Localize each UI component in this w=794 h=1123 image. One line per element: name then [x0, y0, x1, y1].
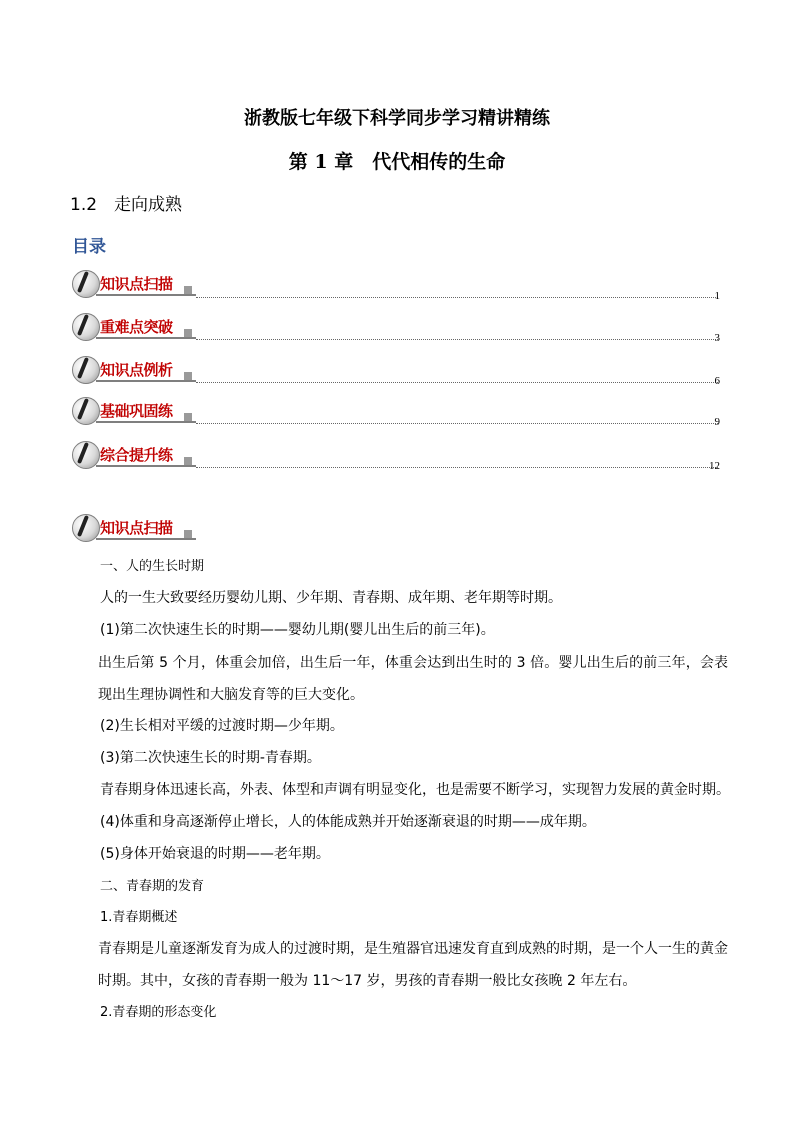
badge-square-icon: [184, 413, 192, 421]
toc-leader-dots: [196, 467, 718, 468]
toc-page-number: 1: [714, 290, 720, 302]
badge-square-icon: [184, 372, 192, 380]
badge-underline: [96, 294, 196, 296]
toc-page-number: 12: [709, 460, 720, 472]
paragraph: (5)身体开始衰退的时期——老年期。: [100, 846, 330, 862]
toc-leader-dots: [196, 297, 718, 298]
badge-square-icon: [184, 286, 192, 294]
badge-square-icon: [184, 329, 192, 337]
paragraph: (2)生长相对平缓的过渡时期—少年期。: [100, 718, 344, 734]
paragraph: (3)第二次快速生长的时期-青春期。: [100, 750, 321, 766]
toc-page-number: 6: [714, 375, 720, 387]
badge-underline: [96, 380, 196, 382]
section-badge-label: 知识点扫描: [100, 519, 173, 537]
toc-leader-dots: [196, 382, 718, 383]
paragraph: (1)第二次快速生长的时期——婴幼儿期(婴儿出生后的前三年)。: [100, 622, 495, 638]
toc-item-label: 基础巩固练: [100, 402, 173, 420]
badge-underline: [96, 538, 196, 540]
subheading: 2.青春期的形态变化: [100, 1005, 217, 1020]
toc-leader-dots: [196, 339, 718, 340]
toc-item-knowledge-scan[interactable]: [72, 270, 196, 298]
toc-item-label: 综合提升练: [100, 446, 173, 464]
toc-leader-dots: [196, 423, 718, 424]
section-title: 1.2 走向成熟: [70, 195, 183, 215]
paragraph: 青春期是儿童逐渐发育为成人的过渡时期，是生殖器官迅速发育直到成熟的时期，是一个人一生的黄金时期。其中，女孩的青春期一般为 11～17 岁，男孩的青春期一般比女孩晚 2 年左右。: [98, 941, 728, 989]
section-badge: [72, 514, 196, 542]
heading-puberty: 二、青春期的发育: [100, 879, 205, 894]
badge-underline: [96, 337, 196, 339]
paragraph: 出生后第 5 个月，体重会加倍，出生后一年，体重会达到出生时的 3 倍。婴儿出生后的前三年，会表现出生理协调性和大脑发育等的巨大变化。: [98, 655, 728, 703]
badge-underline: [96, 465, 196, 467]
toc-item-label: 知识点扫描: [100, 275, 173, 293]
paragraph: 青春期身体迅速长高，外表、体型和声调有明显变化，也是需要不断学习，实现智力发展的黄金时期。: [100, 782, 730, 798]
document-title: 浙教版七年级下科学同步学习精讲精练: [244, 108, 550, 129]
paragraph: (4)体重和身高逐渐停止增长，人的体能成熟并开始逐渐衰退的时期——成年期。: [100, 814, 596, 830]
toc-item-examples[interactable]: [72, 356, 196, 384]
toc-page-number: 3: [714, 332, 720, 344]
badge-underline: [96, 421, 196, 423]
toc-heading: 目录: [72, 237, 106, 257]
chapter-title: 第 1 章 代代相传的生命: [288, 151, 506, 173]
toc-item-label: 重难点突破: [100, 318, 173, 336]
toc-item-basic-practice[interactable]: [72, 397, 196, 425]
badge-square-icon: [184, 457, 192, 465]
paragraph: 人的一生大致要经历婴幼儿期、少年期、青春期、成年期、老年期等时期。: [100, 590, 562, 606]
toc-item-advanced-practice[interactable]: [72, 441, 196, 469]
heading-growth-periods: 一、人的生长时期: [100, 559, 205, 574]
toc-page-number: 9: [714, 416, 720, 428]
subheading: 1.青春期概述: [100, 910, 178, 925]
toc-item-label: 知识点例析: [100, 361, 173, 379]
toc-item-key-points[interactable]: [72, 313, 196, 341]
badge-square-icon: [184, 530, 192, 538]
